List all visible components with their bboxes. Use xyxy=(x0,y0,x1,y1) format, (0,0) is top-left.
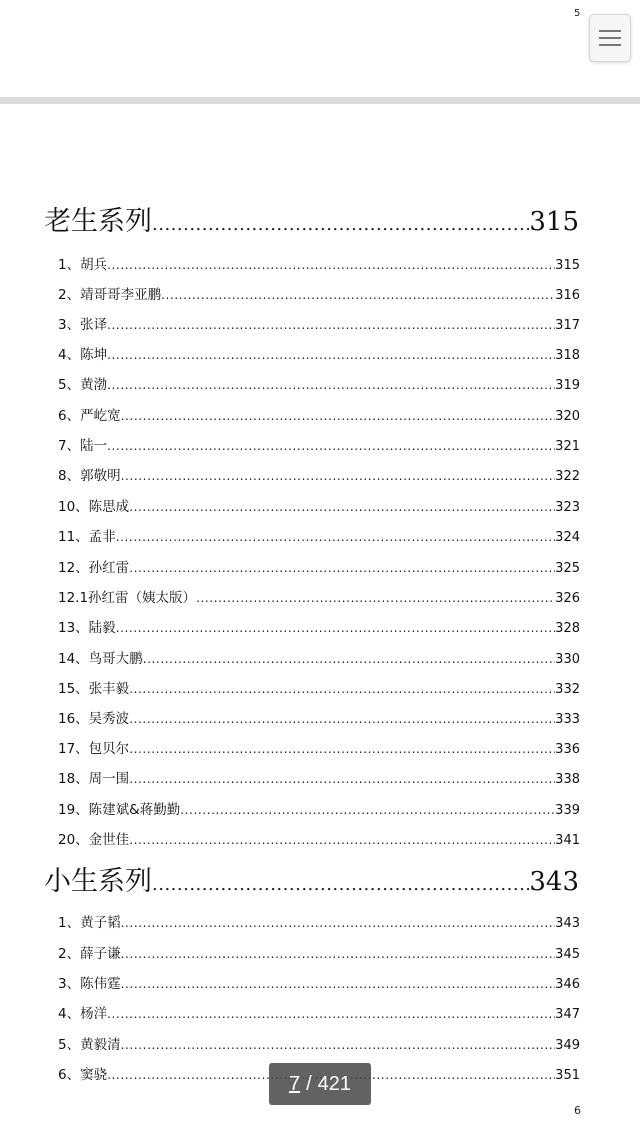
toc-entry-page: 328 xyxy=(555,621,580,636)
toc-entry-page: 326 xyxy=(555,591,580,606)
toc-entry[interactable] xyxy=(58,253,580,273)
toc-entry-page: 333 xyxy=(555,712,580,727)
toc-entry[interactable] xyxy=(58,911,580,931)
toc-entry-page: 347 xyxy=(555,1007,580,1022)
toc-entry[interactable] xyxy=(58,647,580,667)
toc-entry-title: 13、陆毅 xyxy=(58,620,116,636)
toc-leader-dots xyxy=(121,947,556,961)
toc-leader-dots xyxy=(107,348,555,362)
page-number: 6 xyxy=(574,1104,581,1117)
toc-entry-page: 345 xyxy=(555,947,580,962)
toc-entry-title: 7、陆一 xyxy=(58,438,108,454)
toc-leader-dots xyxy=(107,258,555,272)
hamburger-menu-icon-bar xyxy=(599,44,621,46)
toc-entry-page: 321 xyxy=(555,439,580,454)
toc-leader-dots xyxy=(129,742,555,756)
toc-entry[interactable] xyxy=(58,972,580,992)
toc-entry[interactable] xyxy=(58,464,580,484)
hamburger-menu-icon xyxy=(599,30,621,32)
toc-entry-page: 325 xyxy=(555,561,580,576)
toc-entry-page: 324 xyxy=(555,530,580,545)
toc-heading[interactable] xyxy=(44,199,579,238)
toc-entry-title: 16、吴秀波 xyxy=(58,711,130,727)
toc-leader-dots xyxy=(121,916,556,930)
toc-leader-dots xyxy=(116,621,555,635)
toc-entry[interactable] xyxy=(58,1033,580,1053)
toc-leader-dots xyxy=(121,977,556,991)
toc-entry-page: 319 xyxy=(555,378,580,393)
toc-leader-dots xyxy=(129,682,555,696)
hamburger-menu-button[interactable] xyxy=(589,14,631,62)
toc-leader-dots xyxy=(121,1038,556,1052)
current-page-number[interactable]: 7 xyxy=(288,1072,301,1095)
toc-entry-page: 317 xyxy=(555,318,580,333)
toc-entry-title: 19、陈建斌&蒋勤勤 xyxy=(58,802,181,818)
total-pages: 421 xyxy=(317,1072,352,1095)
toc-entry-title: 15、张丰毅 xyxy=(58,681,130,697)
toc-entry[interactable] xyxy=(58,767,580,787)
toc-entry-page: 320 xyxy=(555,409,580,424)
toc-entry-page: 315 xyxy=(529,207,579,237)
toc-entry-title: 1、胡兵 xyxy=(58,257,108,273)
toc-entry-title: 5、黄毅清 xyxy=(58,1037,121,1053)
toc-entry[interactable] xyxy=(58,283,580,303)
toc-entry-title: 17、包贝尔 xyxy=(58,741,130,757)
toc-entry-title: 12.1孙红雷（姨太版） xyxy=(58,590,197,606)
toc-entry[interactable] xyxy=(58,737,580,757)
toc-entry-page: 346 xyxy=(555,977,580,992)
page-separator xyxy=(0,97,640,104)
toc-entry-title: 6、窦骁 xyxy=(58,1067,108,1083)
toc-entry[interactable] xyxy=(58,495,580,515)
toc-entry-title: 1、黄子韬 xyxy=(58,915,121,931)
toc-entry-title: 2、薛子谦 xyxy=(58,946,121,962)
toc-entry[interactable] xyxy=(58,828,580,848)
toc-entry[interactable] xyxy=(58,586,580,606)
toc-entry[interactable] xyxy=(58,373,580,393)
toc-leader-dots xyxy=(107,439,555,453)
toc-entry-page: 318 xyxy=(555,348,580,363)
toc-entry-page: 323 xyxy=(555,500,580,515)
previous-page-bottom xyxy=(0,0,640,97)
hamburger-menu-icon-bar xyxy=(599,37,621,39)
toc-entry[interactable] xyxy=(58,798,580,818)
toc-entry[interactable] xyxy=(58,525,580,545)
toc-leader-dots xyxy=(116,530,555,544)
toc-leader-dots xyxy=(129,561,555,575)
toc-entry-page: 336 xyxy=(555,742,580,757)
toc-entry-title: 4、陈坤 xyxy=(58,347,108,363)
page-indicator[interactable] xyxy=(269,1063,371,1105)
toc-entry-title: 2、靖哥哥李亚鹏 xyxy=(58,287,162,303)
toc-entry[interactable] xyxy=(58,556,580,576)
toc-entry[interactable] xyxy=(58,313,580,333)
toc-entry-page: 338 xyxy=(555,772,580,787)
previous-page-number: 5 xyxy=(574,8,581,19)
toc-entry[interactable] xyxy=(58,404,580,424)
toc-leader-dots xyxy=(129,500,555,514)
toc-entry-title: 12、孙红雷 xyxy=(58,560,130,576)
toc-entry-page: 343 xyxy=(529,867,579,897)
toc-leader-dots xyxy=(129,712,555,726)
toc-entry[interactable] xyxy=(58,343,580,363)
toc-entry-title: 3、张译 xyxy=(58,317,108,333)
toc-leader-dots xyxy=(121,409,556,423)
toc-entry[interactable] xyxy=(58,707,580,727)
toc-leader-dots xyxy=(129,772,555,786)
toc-entry-title: 10、陈思成 xyxy=(58,499,130,515)
toc-leader-dots xyxy=(161,288,555,302)
toc-entry-title: 8、郭敬明 xyxy=(58,468,121,484)
toc-entry[interactable] xyxy=(58,434,580,454)
toc-leader-dots xyxy=(107,1007,555,1021)
toc-leader-dots xyxy=(107,318,555,332)
toc-leader-dots xyxy=(143,652,555,666)
toc-entry-title: 14、鸟哥大鹏 xyxy=(58,651,143,667)
toc-entry-title: 3、陈伟霆 xyxy=(58,976,121,992)
toc-leader-dots xyxy=(121,469,556,483)
toc-entry-page: 339 xyxy=(555,803,580,818)
toc-entry-title: 老生系列 xyxy=(44,206,152,237)
toc-entry-page: 315 xyxy=(555,258,580,273)
toc-entry-title: 20、金世佳 xyxy=(58,832,130,848)
toc-entry[interactable] xyxy=(58,1002,580,1022)
toc-entry-title: 6、严屹宽 xyxy=(58,408,121,424)
toc-leader-dots xyxy=(180,803,555,817)
toc-entry-page: 349 xyxy=(555,1038,580,1053)
toc-entry-page: 341 xyxy=(555,833,580,848)
toc-entry-page: 332 xyxy=(555,682,580,697)
toc-entry-page: 343 xyxy=(555,916,580,931)
toc-entry-title: 5、黄渤 xyxy=(58,377,108,393)
toc-entry-title: 18、周一围 xyxy=(58,771,130,787)
toc-leader-dots xyxy=(196,591,555,605)
toc-entry[interactable] xyxy=(58,677,580,697)
toc-heading[interactable] xyxy=(44,859,579,898)
toc-entry-page: 316 xyxy=(555,288,580,303)
toc-leader-dots xyxy=(152,214,529,235)
page-separator-slash: / xyxy=(306,1072,312,1095)
toc-entry-title: 小生系列 xyxy=(44,866,152,897)
toc-entry-page: 322 xyxy=(555,469,580,484)
toc-entry-title: 4、杨洋 xyxy=(58,1006,108,1022)
toc-entry-title: 11、孟非 xyxy=(58,529,116,545)
toc-leader-dots xyxy=(152,874,529,895)
toc-leader-dots xyxy=(107,378,555,392)
toc-entry[interactable] xyxy=(58,616,580,636)
toc-leader-dots xyxy=(129,833,555,847)
toc-entry[interactable] xyxy=(58,942,580,962)
toc-entry-page: 351 xyxy=(555,1068,580,1083)
toc-entry-page: 330 xyxy=(555,652,580,667)
